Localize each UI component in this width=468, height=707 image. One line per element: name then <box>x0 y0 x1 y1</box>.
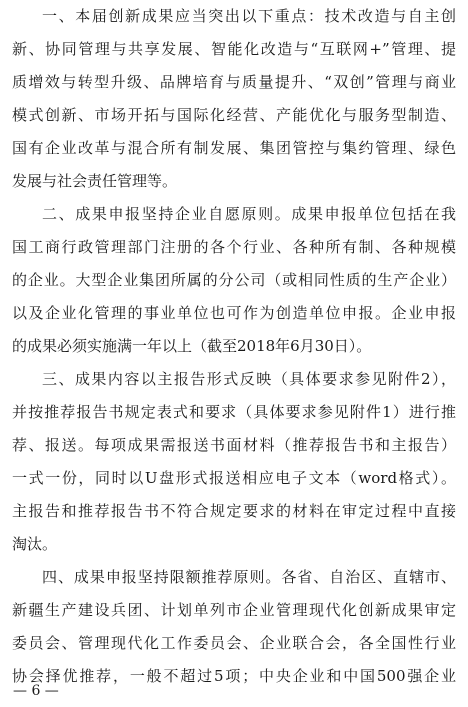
paragraph-3-line-6: 淘汰。 <box>12 535 58 553</box>
paragraph-2-line-5: 的成果必须实施满一年以上（截至2018年6月30日）。 <box>12 337 372 355</box>
paragraph-3-line-2: 并按推荐报告书规定表式和要求（具体要求参见附件1）进行推 <box>12 403 456 421</box>
paragraph-1-line-5: 国有企业改革与混合所有制发展、集团管控与集约管理、绿色 <box>12 139 456 157</box>
paragraph-1-line-2: 新、协同管理与共享发展、智能化改造与“互联网+”管理、提 <box>12 40 456 58</box>
paragraph-2-line-3: 的企业。大型企业集团所属的分公司（或相同性质的生产企业） <box>12 271 456 289</box>
page-number: — 6 — <box>13 683 59 699</box>
paragraph-4-line-3: 委员会、管理现代化工作委员会、企业联合会，各全国性行业 <box>12 634 456 652</box>
paragraph-1-line-3: 质增效与转型升级、品牌培育与质量提升、“双创”管理与商业 <box>12 73 456 91</box>
paragraph-2-line-2: 国工商行政管理部门注册的各个行业、各种所有制、各种规模 <box>12 238 456 256</box>
paragraph-2-line-4: 以及企业化管理的事业单位也可作为创造单位申报。企业申报 <box>12 304 456 322</box>
paragraph-4-line-2: 新疆生产建设兵团、计划单列市企业管理现代化创新成果审定 <box>12 601 456 619</box>
paragraph-1-line-6: 发展与社会责任管理等。 <box>12 172 178 190</box>
paragraph-3-line-5: 主报告和推荐报告书不符合规定要求的材料在审定过程中直接 <box>12 502 456 520</box>
paragraph-1-line-1: 一、本届创新成果应当突出以下重点：技术改造与自主创 <box>42 7 456 25</box>
paragraph-4-line-4: 协会择优推荐，一般不超过5项；中央企业和中国500强企业 <box>12 667 456 685</box>
paragraph-3-line-1: 三、成果内容以主报告形式反映（具体要求参见附件2）， <box>42 370 456 388</box>
paragraph-4-line-1: 四、成果申报坚持限额推荐原则。各省、自治区、直辖市、 <box>42 568 456 586</box>
paragraph-1-line-4: 模式创新、市场开拓与国际化经营、产能优化与服务型制造、 <box>12 106 456 124</box>
paragraph-3-line-4: 一式一份，同时以U盘形式报送相应电子文本（word格式）。 <box>12 469 456 487</box>
paragraph-3-line-3: 荐、报送。每项成果需报送书面材料（推荐报告书和主报告） <box>12 436 456 454</box>
paragraph-2-line-1: 二、成果申报坚持企业自愿原则。成果申报单位包括在我 <box>42 205 456 223</box>
